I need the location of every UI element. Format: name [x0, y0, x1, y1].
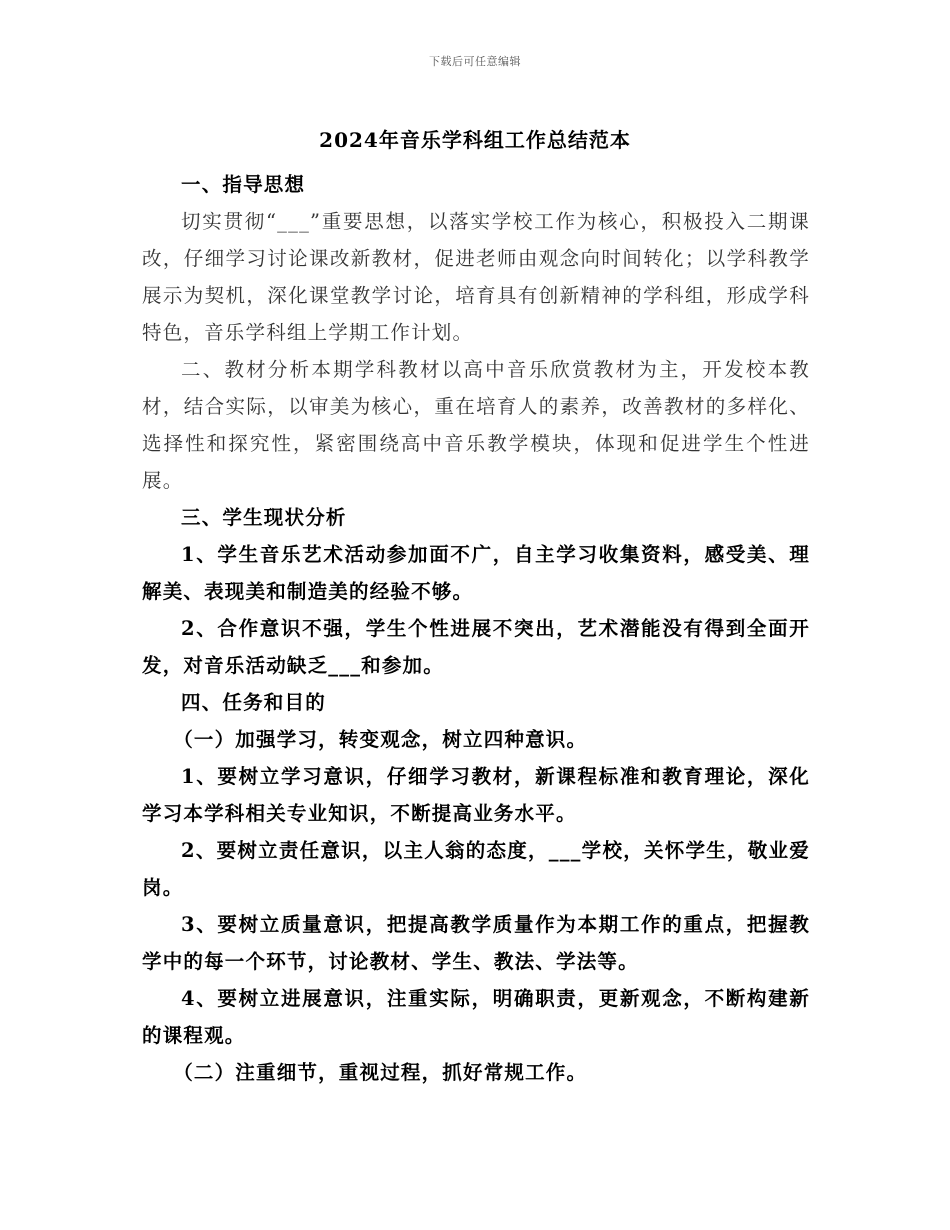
paragraph-learning-awareness: 1、要树立学习意识，仔细学习教材，新课程标准和教育理论，深化学习本学科相关专业知识，不断提高业务水平。: [142, 765, 810, 825]
document-body: [142, 166, 810, 1091]
document-title: 2024年音乐学科组工作总结范本: [319, 128, 631, 152]
header-note: 下载后可任意编辑: [429, 55, 521, 68]
paragraph-responsibility-awareness: 2、要树立责任意识，以主人翁的态度，___学校，关怀学生，敬业爱岗。: [142, 839, 810, 899]
paragraph-quality-awareness: 3、要树立质量意识，把提高教学质量作为本期工作的重点，把握教学中的每一个环节，讨论教材、学生、教法、学法等。: [142, 913, 810, 973]
section-heading-student-status: 三、学生现状分析: [181, 506, 347, 529]
subsection-heading-routine-work: （二）注重细节，重视过程，抓好常规工作。: [173, 1061, 588, 1084]
paragraph-development-awareness: 4、要树立进展意识，注重实际，明确职责，更新观念，不断构建新的课程观。: [142, 987, 810, 1047]
subsection-heading-strengthen-learning: （一）加强学习，转变观念，树立四种意识。: [173, 728, 588, 751]
paragraph-student-status-1: 1、学生音乐艺术活动参加面不广，自主学习收集资料，感受美、理解美、表现美和制造美的经验不够。: [142, 543, 810, 603]
paragraph-student-status-2: 2、合作意识不强，学生个性进展不突出，艺术潜能没有得到全面开发，对音乐活动缺乏___和参加。: [142, 617, 810, 677]
paragraph-textbook-analysis: 二、教材分析本期学科教材以高中音乐欣赏教材为主，开发校本教材，结合实际，以审美为核心，重在培育人的素养，改善教材的多样化、选择性和探究性，紧密围绕高中音乐教学模块，体现和促进学生个性进展。: [142, 358, 810, 492]
section-heading-guiding-ideology: 一、指导思想: [181, 173, 306, 196]
paragraph-guiding-ideology: 切实贯彻“___”重要思想，以落实学校工作为核心，积极投入二期课改，仔细学习讨论课改新教材，促进老师由观念向时间转化；以学科教学展示为契机，深化课堂教学讨论，培育具有创新精神的学科组，形成学科特色，音乐学科组上学期工作计划。: [142, 210, 810, 344]
section-heading-tasks-goals: 四、任务和目的: [181, 691, 326, 714]
